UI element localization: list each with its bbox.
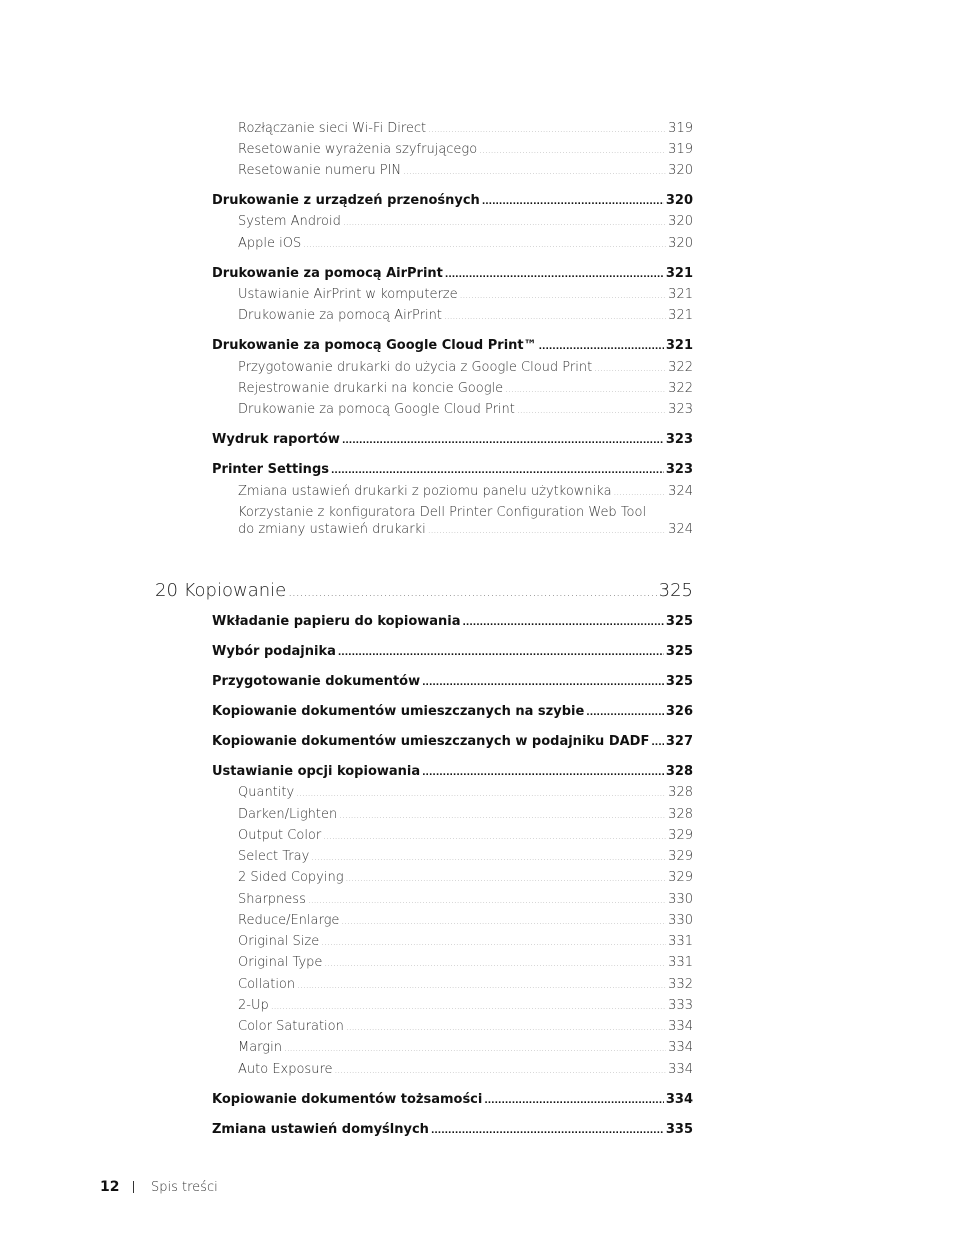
toc-page-number: 322 — [668, 381, 693, 396]
toc-entry-title: Sharpness — [238, 892, 306, 907]
toc-entry-title: Przygotowanie drukarki do użycia z Google Cloud Print — [238, 360, 593, 375]
dot-leader — [346, 1023, 666, 1033]
toc-entry-title: Wybór podajnika — [212, 644, 336, 659]
toc-page-number: 323 — [665, 462, 693, 477]
toc-entry-title: Darken/Lighten — [238, 807, 338, 822]
toc-entry-title: Kopiowanie dokumentów tożsamości — [212, 1092, 483, 1107]
toc-entry-title: Margin — [238, 1040, 282, 1055]
dot-leader — [444, 312, 666, 322]
dot-leader — [445, 270, 664, 280]
toc-section[interactable] — [212, 462, 693, 477]
toc-page-number: 325 — [665, 674, 693, 689]
dot-leader — [482, 197, 664, 207]
toc-page-number: 331 — [668, 955, 693, 970]
toc-subsection[interactable] — [238, 892, 693, 907]
footer-section-title: Spis treści — [151, 1180, 218, 1195]
toc-subsection[interactable] — [238, 381, 693, 396]
toc-entry-title: Drukowanie za pomocą Google Cloud Print™ — [212, 338, 537, 353]
toc-subsection[interactable] — [238, 807, 693, 822]
toc-entry-title: Reduce/Enlarge — [238, 913, 340, 928]
dot-leader — [614, 488, 667, 498]
toc-page-number: 319 — [668, 121, 693, 136]
dot-leader — [321, 938, 666, 948]
dot-leader — [297, 981, 666, 991]
toc-page-number: 319 — [668, 142, 693, 157]
toc-page-number: 323 — [668, 402, 693, 417]
dot-leader — [594, 364, 666, 374]
toc-entry-title: Select Tray — [238, 849, 310, 864]
toc-page-number: 320 — [665, 193, 693, 208]
toc-entry-title: Auto Exposure — [238, 1062, 333, 1077]
dot-leader — [403, 167, 666, 177]
toc-page-number: 321 — [665, 266, 693, 281]
toc-page-number: 327 — [665, 734, 693, 749]
toc-page-number: 334 — [665, 1092, 693, 1107]
toc-section[interactable] — [212, 614, 693, 629]
toc-subsection[interactable] — [238, 1062, 693, 1077]
toc-subsection[interactable] — [238, 998, 693, 1013]
toc-entry-title: Original Type — [238, 955, 323, 970]
toc-page-number: 322 — [668, 360, 693, 375]
toc-page-number: 325 — [665, 644, 693, 659]
toc-subsection[interactable] — [238, 142, 693, 157]
dot-leader — [324, 959, 666, 969]
toc-page-number: 331 — [668, 934, 693, 949]
toc-entry-title: Rejestrowanie drukarki na koncie Google — [238, 381, 504, 396]
dot-leader — [539, 342, 664, 352]
toc-page-number: 329 — [668, 849, 693, 864]
dot-leader — [479, 146, 666, 156]
toc-page-number: 334 — [668, 1062, 693, 1077]
dot-leader — [422, 678, 664, 688]
toc-entry-line: Korzystanie z konfiguratora Dell Printer Configuration Web Tool — [238, 505, 647, 520]
toc-page-number: 320 — [668, 236, 693, 251]
dot-leader — [428, 125, 666, 135]
toc-entry-title: Drukowanie za pomocą AirPrint — [212, 266, 443, 281]
toc-page-number: 328 — [665, 764, 693, 779]
toc-subsection[interactable] — [238, 849, 693, 864]
toc-subsection[interactable] — [238, 484, 693, 499]
dot-leader — [341, 917, 666, 927]
dot-leader — [296, 789, 666, 799]
toc-subsection[interactable] — [238, 522, 693, 537]
dot-leader — [343, 218, 666, 228]
dot-leader — [311, 853, 666, 863]
toc-subsection[interactable] — [238, 977, 693, 992]
dot-leader — [422, 768, 664, 778]
toc-entry-title: Original Size — [238, 934, 320, 949]
toc-page-number: 334 — [668, 1040, 693, 1055]
toc-section[interactable] — [212, 644, 693, 659]
toc-entry-title: Kopiowanie dokumentów umieszczanych w podajniku DADF — [212, 734, 650, 749]
toc-entry-title: Ustawianie opcji kopiowania — [212, 764, 421, 779]
page-number: 12 — [100, 1179, 120, 1195]
toc-page-number: 321 — [665, 338, 693, 353]
toc-entry-title: Drukowanie z urządzeń przenośnych — [212, 193, 480, 208]
dot-leader — [517, 406, 666, 416]
toc-subsection[interactable] — [238, 308, 693, 323]
toc-subsection[interactable] — [238, 360, 693, 375]
toc-page-number: 334 — [668, 1019, 693, 1034]
toc-entry-title: Przygotowanie dokumentów — [212, 674, 421, 689]
toc-entry-title: Ustawianie AirPrint w komputerze — [238, 287, 458, 302]
dot-leader — [338, 648, 664, 658]
toc-section[interactable] — [212, 193, 693, 208]
toc-entry-title: Drukowanie za pomocą AirPrint — [238, 308, 442, 323]
toc-section[interactable] — [212, 266, 693, 281]
footer-divider — [133, 1181, 134, 1193]
toc-entry-title: Zmiana ustawień domyślnych — [212, 1122, 429, 1137]
toc-page-number: 328 — [668, 807, 693, 822]
dot-leader — [308, 896, 666, 906]
toc-page-number: 330 — [668, 913, 693, 928]
toc-entry-title: Resetowanie numeru PIN — [238, 163, 402, 178]
toc-subsection[interactable] — [238, 934, 693, 949]
toc-subsection[interactable] — [238, 1019, 693, 1034]
toc-page-number: 326 — [665, 704, 693, 719]
toc-page-number: 324 — [668, 484, 693, 499]
toc-page-number: 335 — [665, 1122, 693, 1137]
toc-page-number: 324 — [668, 522, 693, 537]
dot-leader — [288, 585, 656, 599]
toc-section[interactable] — [212, 764, 693, 779]
toc-page-number: 328 — [668, 785, 693, 800]
toc-page-number: 323 — [665, 432, 693, 447]
toc-subsection[interactable] — [238, 121, 693, 136]
toc-entry-title: Resetowanie wyrażenia szyfrującego — [238, 142, 478, 157]
toc-page-number: 325 — [658, 580, 693, 601]
toc-section[interactable] — [212, 734, 693, 749]
toc-entry-title: Apple iOS — [238, 236, 302, 251]
toc-page-number: 320 — [668, 214, 693, 229]
toc-subsection[interactable] — [238, 955, 693, 970]
dot-leader — [460, 291, 667, 301]
toc-entry-title: Kopiowanie dokumentów umieszczanych na szybie — [212, 704, 585, 719]
toc-entry-title: Printer Settings — [212, 462, 329, 477]
toc-chapter[interactable] — [155, 580, 693, 601]
toc-page-number: 321 — [668, 308, 693, 323]
dot-leader — [271, 1002, 666, 1012]
dot-leader — [284, 1044, 666, 1054]
dot-leader — [431, 1126, 664, 1136]
toc-subsection[interactable] — [238, 785, 693, 800]
toc-entry-title: 2-Up — [238, 998, 269, 1013]
dot-leader — [323, 832, 666, 842]
toc-entry-title: Zmiana ustawień drukarki z poziomu panelu użytkownika — [238, 484, 612, 499]
dot-leader — [331, 466, 664, 476]
toc-page-number: 321 — [668, 287, 693, 302]
dot-leader — [463, 618, 664, 628]
toc-subsection[interactable] — [238, 214, 693, 229]
toc-entry-title: Rozłączanie sieci Wi-Fi Direct — [238, 121, 427, 136]
toc-entry-title: System Android — [238, 214, 341, 229]
toc-entry-title: Wydruk raportów — [212, 432, 340, 447]
toc-subsection[interactable] — [238, 828, 693, 843]
toc-entry-title: Collation — [238, 977, 296, 992]
toc-subsection[interactable] — [238, 402, 693, 417]
toc-page-number: 329 — [668, 870, 693, 885]
toc-section[interactable] — [212, 1122, 693, 1137]
toc-subsection[interactable] — [238, 1040, 693, 1055]
toc-entry-title: do zmiany ustawień drukarki — [238, 522, 426, 537]
toc-subsection[interactable] — [238, 870, 693, 885]
dot-leader — [303, 240, 666, 250]
dot-leader — [339, 811, 666, 821]
toc-page-number: 325 — [665, 614, 693, 629]
toc-subsection[interactable] — [238, 287, 693, 302]
toc-section[interactable] — [212, 674, 693, 689]
toc-entry-title: 20 Kopiowanie — [155, 580, 287, 601]
dot-leader — [651, 738, 664, 748]
dot-leader — [484, 1096, 664, 1106]
toc-page-number: 330 — [668, 892, 693, 907]
toc-page-number: 333 — [668, 998, 693, 1013]
dot-leader — [346, 874, 667, 884]
toc-entry-title: Wkładanie papieru do kopiowania — [212, 614, 461, 629]
toc-entry-title: Drukowanie za pomocą Google Cloud Print — [238, 402, 515, 417]
dot-leader — [586, 708, 664, 718]
toc-page-number: 320 — [668, 163, 693, 178]
toc-subsection[interactable] — [238, 913, 693, 928]
dot-leader — [335, 1066, 667, 1076]
toc-subsection[interactable] — [238, 163, 693, 178]
toc-section[interactable] — [212, 704, 693, 719]
toc-page-number: 332 — [668, 977, 693, 992]
toc-subsection[interactable] — [238, 236, 693, 251]
toc-entry-title: Output Color — [238, 828, 322, 843]
toc-entry-title: Quantity — [238, 785, 295, 800]
dot-leader — [428, 526, 666, 536]
toc-entry-title: 2 Sided Copying — [238, 870, 344, 885]
toc-page-number: 329 — [668, 828, 693, 843]
toc-section[interactable] — [212, 1092, 693, 1107]
dot-leader — [342, 436, 664, 446]
toc-section[interactable] — [212, 432, 693, 447]
toc-entry-title: Color Saturation — [238, 1019, 344, 1034]
dot-leader — [505, 385, 666, 395]
toc-section[interactable] — [212, 338, 693, 353]
